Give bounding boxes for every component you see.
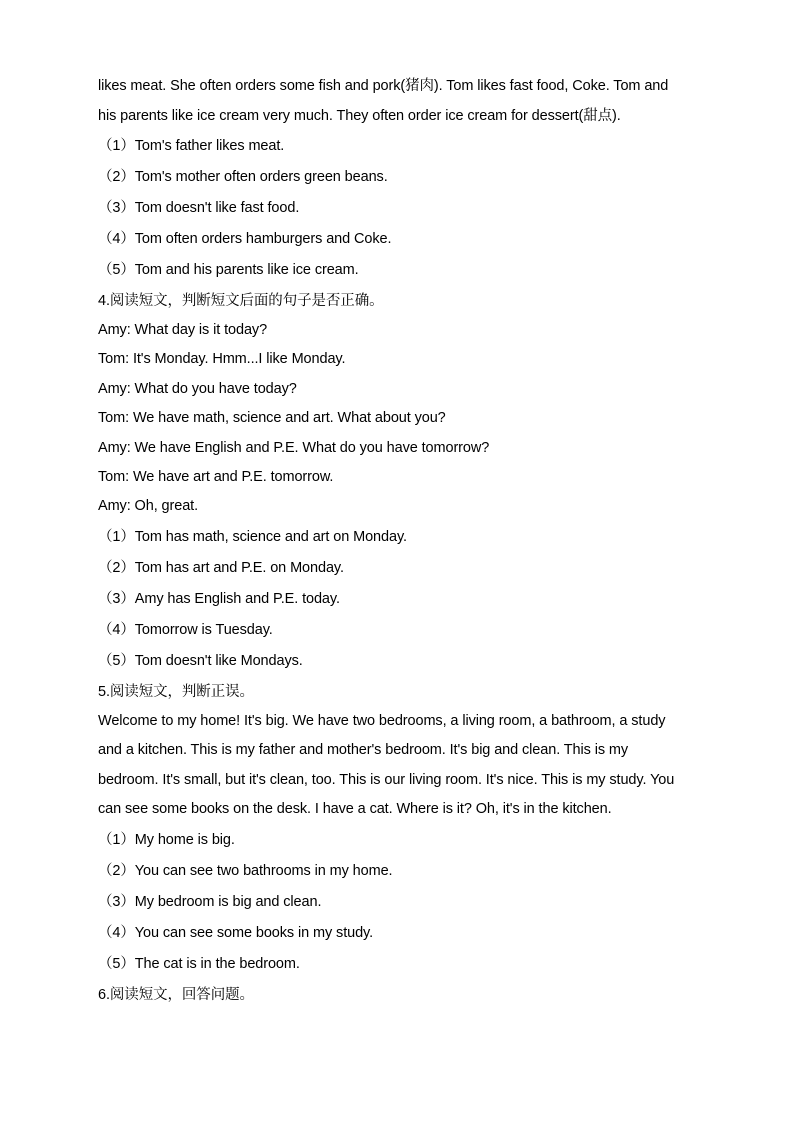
document-page xyxy=(98,72,718,1010)
dialogue-line: Amy: Oh, great. xyxy=(98,498,199,515)
dialogue-4 xyxy=(98,316,718,522)
section-6 xyxy=(98,980,718,1010)
passage-line: Welcome to my home! It's big. We have two bedrooms, a living room, a bathroom, a study xyxy=(98,712,666,729)
statement-item: （3）Tom doesn't like fast food. xyxy=(98,200,300,216)
statement-item: （5）Tom and his parents like ice cream. xyxy=(98,262,359,278)
passage-5 xyxy=(98,707,718,825)
statement-item: （4）Tomorrow is Tuesday. xyxy=(98,621,273,638)
dialogue-line: Amy: What do you have today? xyxy=(98,380,297,397)
section-heading: 5.阅读短文，判断正误。 xyxy=(98,683,254,700)
statement-item: （1）Tom's father likes meat. xyxy=(98,138,285,154)
statement-item: （5）Tom doesn't like Mondays. xyxy=(98,652,303,669)
statement-item: （3）My bedroom is big and clean. xyxy=(98,893,322,910)
dialogue-line: Amy: We have English and P.E. What do you have tomorrow? xyxy=(98,439,490,456)
dialogue-line: Tom: We have art and P.E. tomorrow. xyxy=(98,469,334,486)
statement-item: （4）Tom often orders hamburgers and Coke. xyxy=(98,231,392,247)
section-4 xyxy=(98,286,718,677)
dialogue-line: Tom: It's Monday. Hmm...I like Monday. xyxy=(98,351,346,368)
section-3 xyxy=(98,72,718,286)
passage-line: and a kitchen. This is my father and mother's bedroom. It's big and clean. This is my xyxy=(98,742,629,759)
statement-item: （2）You can see two bathrooms in my home. xyxy=(98,862,393,879)
passage-line: bedroom. It's small, but it's clean, too. This is our living room. It's nice. This is my study. You xyxy=(98,771,675,788)
statement-item: （4）You can see some books in my study. xyxy=(98,924,374,941)
statement-item: （1）My home is big. xyxy=(98,831,235,848)
statement-item: （2）Tom has art and P.E. on Monday. xyxy=(98,559,344,576)
dialogue-line: Amy: What day is it today? xyxy=(98,322,268,338)
statement-item: （2）Tom's mother often orders green beans. xyxy=(98,169,388,185)
section-heading: 4.阅读短文，判断短文后面的句子是否正确。 xyxy=(98,293,384,309)
statements-5 xyxy=(98,825,718,980)
statement-item: （5）The cat is in the bedroom. xyxy=(98,955,300,972)
dialogue-line: Tom: We have math, science and art. What about you? xyxy=(98,410,446,427)
statement-item: （3）Amy has English and P.E. today. xyxy=(98,590,340,607)
passage-line: can see some books on the desk. I have a cat. Where is it? Oh, it's in the kitchen. xyxy=(98,801,612,818)
section-heading: 6.阅读短文，回答问题。 xyxy=(98,986,254,1003)
passage-line: his parents like ice cream very much. They often order ice cream for dessert(甜点). xyxy=(98,107,621,124)
statement-item: （1）Tom has math, science and art on Monday. xyxy=(98,528,407,545)
section-5 xyxy=(98,677,718,980)
statements-4 xyxy=(98,522,718,677)
passage-line: likes meat. She often orders some fish and pork(猪肉). Tom likes fast food, Coke. Tom and xyxy=(98,78,669,94)
statements-3 xyxy=(98,131,718,286)
passage-3 xyxy=(98,72,718,131)
